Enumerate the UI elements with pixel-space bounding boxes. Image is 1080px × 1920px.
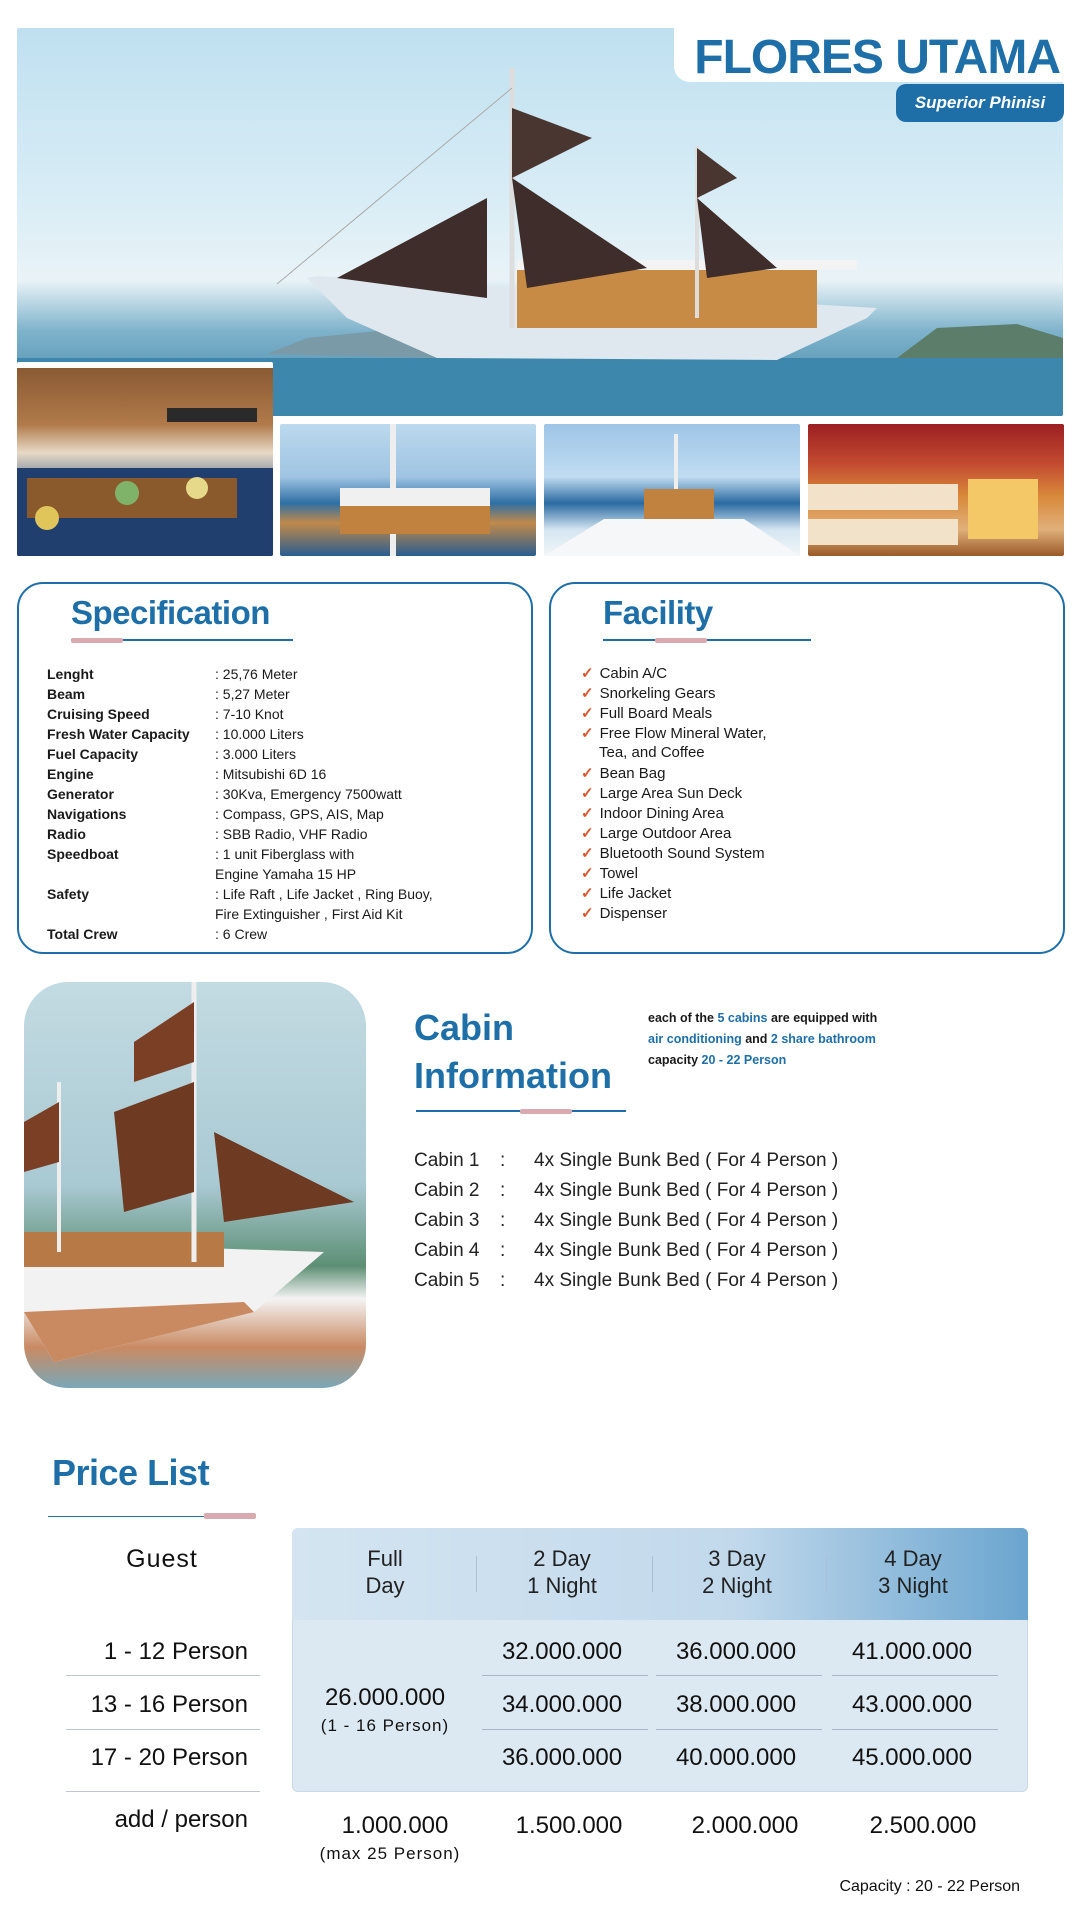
price-cell: 34.000.000 (501, 1691, 623, 1718)
check-icon: ✓ (581, 865, 594, 882)
facility-item: ✓ Snorkeling Gears (581, 685, 716, 702)
row-divider (66, 1791, 260, 1792)
facility-item: ✓ Full Board Meals (581, 705, 713, 722)
price-list-underline-accent (204, 1513, 256, 1519)
guest-row-label: 1 - 12 Person (103, 1638, 248, 1665)
specification-underline-accent (71, 638, 123, 643)
add-person-max-note: (max 25 Person) (319, 1844, 461, 1863)
specification-title: Specification (71, 594, 270, 631)
facility-underline-accent (655, 638, 707, 643)
check-icon: ✓ (581, 845, 594, 862)
deck-view-photo (280, 424, 536, 556)
price-cell: 36.000.000 (501, 1744, 623, 1771)
check-icon: ✓ (581, 885, 594, 902)
column-header-full-day: Full Day (365, 1546, 405, 1598)
check-icon: ✓ (581, 685, 594, 702)
full-day-price: 26.000.000 (1 - 16 Person) (320, 1684, 450, 1735)
price-list-title: Price List (52, 1452, 210, 1493)
price-cell: 38.000.000 (675, 1691, 797, 1718)
cell-divider (832, 1729, 998, 1730)
cabin-bunk-photo (808, 424, 1064, 556)
row-divider (66, 1675, 260, 1676)
facility-item-cont: Tea, and Coffee (599, 744, 705, 761)
facility-item: ✓ Towel (581, 865, 638, 882)
check-icon: ✓ (581, 785, 594, 802)
check-icon: ✓ (581, 705, 594, 722)
price-cell: 45.000.000 (851, 1744, 973, 1771)
facility-title: Facility (603, 594, 713, 631)
check-icon: ✓ (581, 825, 594, 842)
facility-item: ✓ Large Outdoor Area (581, 825, 732, 842)
check-icon: ✓ (581, 805, 594, 822)
add-person-price: 2.500.000 (869, 1812, 977, 1839)
bow-view-photo (544, 424, 800, 556)
specification-panel: Specification Lenght : 25,76 Meter Beam : 5,27 Meter Cruising Speed : 7-10 Knot Fresh Water Capacity : 10.000 Liters Fuel Capacity : 3.000 Liters Engine : Mitsubishi 6D 16 Generator : 30Kva, Emergency 7500watt Navigations : Compass, GPS, AIS, Map Radio : SBB Radio, VHF Radio Speedboat : 1 unit Fiberglass with Engine Yamaha 15 HP Safety : Life Raft , Life Jacket , Ring Buoy, Fire Extinguisher , First Aid Kit Total Crew : 6 Crew (17, 582, 533, 954)
add-person-price: 2.000.000 (691, 1812, 799, 1839)
column-header-4d3n: 4 Day 3 Night (878, 1546, 948, 1598)
cabin-summary-note: each of the 5 cabins are equipped with air conditioning and 2 share bathroom capacity 20 - 22 Person (648, 1011, 878, 1067)
capacity-note: Capacity : 20 - 22 Person (839, 1878, 1020, 1895)
facility-item: ✓ Dispenser (581, 905, 668, 922)
cell-divider (656, 1729, 822, 1730)
check-icon: ✓ (581, 905, 594, 922)
facility-item: ✓ Life Jacket (581, 885, 672, 902)
facility-item: ✓ Indoor Dining Area (581, 805, 724, 822)
facility-item: ✓ Large Area Sun Deck (581, 785, 743, 802)
row-divider (66, 1729, 260, 1730)
cell-divider (656, 1675, 822, 1676)
cabin-ship-photo (24, 982, 366, 1388)
cell-divider (482, 1729, 648, 1730)
column-divider (826, 1556, 827, 1592)
facility-panel (549, 582, 1065, 954)
add-person-label: add / person (114, 1806, 248, 1833)
price-cell: 41.000.000 (851, 1638, 973, 1665)
column-header-2d1n: 2 Day 1 Night (527, 1546, 597, 1598)
guest-column-header: Guest (126, 1545, 198, 1573)
guest-row-label: 13 - 16 Person (90, 1691, 248, 1718)
cabin-information-title: Cabin Information (414, 1007, 612, 1096)
add-person-price: 1.500.000 (515, 1812, 623, 1839)
column-header-3d2n: 3 Day 2 Night (702, 1546, 772, 1598)
check-icon: ✓ (581, 765, 594, 782)
ship-name-title: FLORES UTAMA (694, 31, 1060, 84)
price-cell: 36.000.000 (675, 1638, 797, 1665)
ship-class-badge: Superior Phinisi (896, 84, 1064, 122)
guest-row-label: 17 - 20 Person (90, 1744, 248, 1771)
add-person-price: 1.000.000 (341, 1812, 449, 1839)
check-icon: ✓ (581, 725, 594, 742)
cell-divider (832, 1675, 998, 1676)
facility-item: ✓ Free Flow Mineral Water, (581, 725, 767, 742)
facility-item: ✓ Bean Bag (581, 765, 666, 782)
price-cell: 40.000.000 (675, 1744, 797, 1771)
dining-deck-photo (17, 362, 273, 556)
facility-underline (603, 639, 811, 641)
cabin-underline-accent (520, 1109, 572, 1114)
price-cell: 32.000.000 (501, 1638, 623, 1665)
check-icon: ✓ (581, 665, 594, 682)
facility-item: ✓ Bluetooth Sound System (581, 845, 765, 862)
facility-item: ✓ Cabin A/C (581, 665, 668, 682)
cell-divider (482, 1675, 648, 1676)
price-cell: 43.000.000 (851, 1691, 973, 1718)
